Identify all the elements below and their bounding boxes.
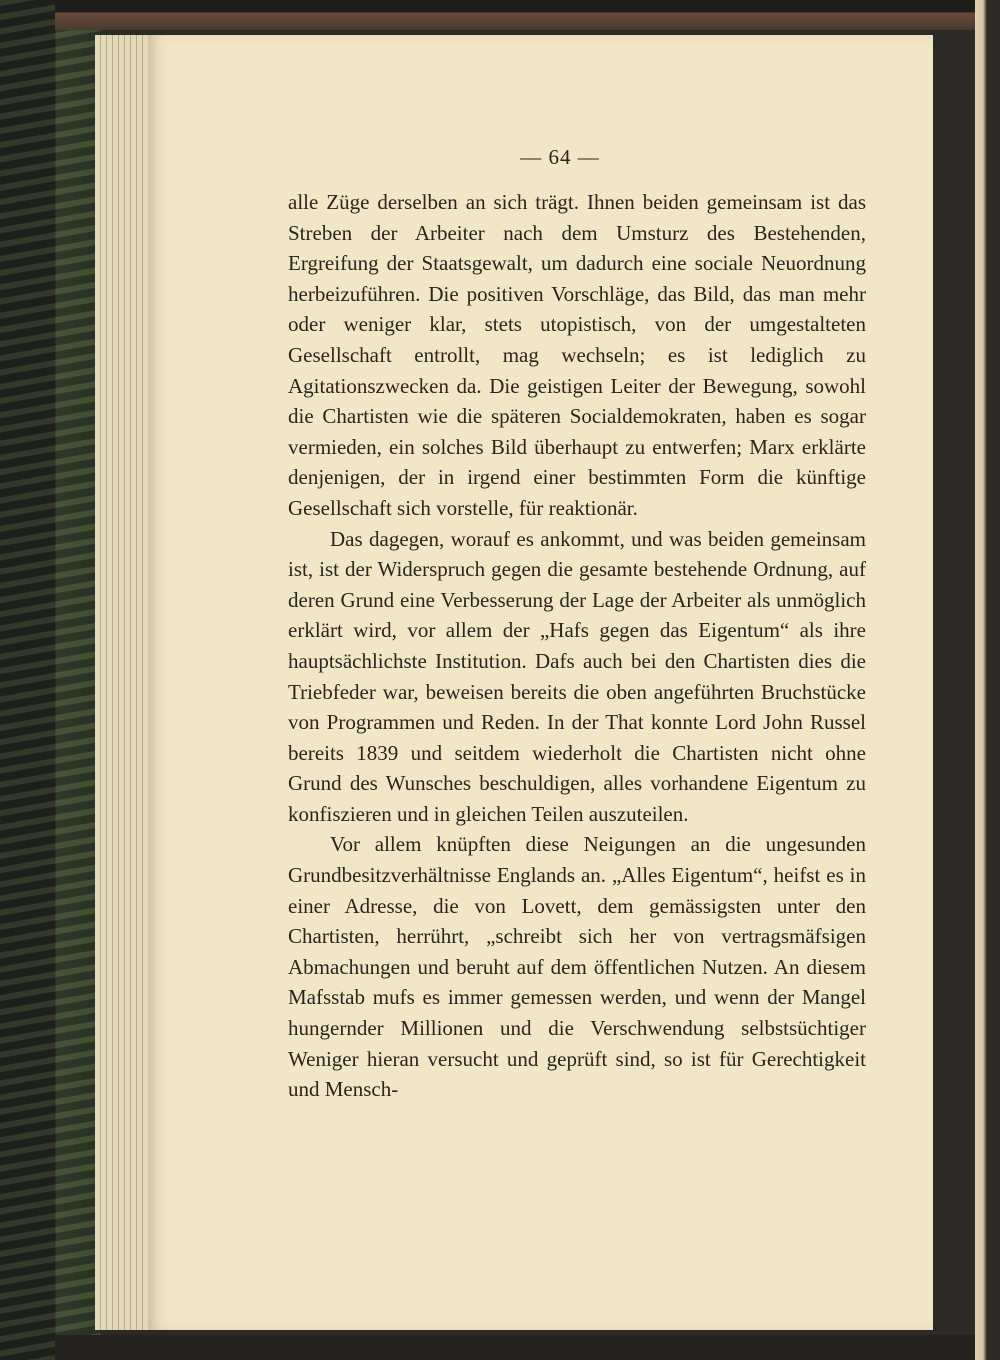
page-number: — 64 — xyxy=(520,145,600,169)
book-page xyxy=(148,35,933,1330)
page-edges xyxy=(95,35,150,1330)
book-cover-top xyxy=(55,0,1000,30)
book-cover-bottom xyxy=(55,1335,1000,1360)
body-text xyxy=(288,187,866,1105)
book-cover-left xyxy=(0,0,100,1360)
paragraph-3: Vor allem knüpften diese Neigungen an die ungesunden Grundbesitzverhältnisse Englands an. „Alles Eigentum“, heifst es in einer Adresse, die von Lovett, dem gemässigsten unter den Chartisten, herrührt, „schreibt sich her von vertragsmäfsigen Abmachungen und beruht auf dem öffentlichen Nutzen. An diesem Mafsstab mufs es immer gemessen werden, und wenn der Mangel hungernder Millionen und die Verschwendung selbstsüchtiger Weniger hieran versucht und geprüft sind, so ist für Gerechtigkeit und Mensch- xyxy=(288,832,866,1102)
paragraph-2: Das dagegen, worauf es ankommt, und was beiden gemeinsam ist, ist der Widerspruch gegen die gesamte bestehende Ordnung, auf deren Grund eine Verbesserung der Lage der Arbeiter als unmöglich erklärt wird, vor allem der „Hafs gegen das Eigentum“ als ihre hauptsächlichste Institution. Dafs auch bei den Chartisten dies die Triebfeder war, beweisen bereits die oben angeführten Bruchstücke von Programmen und Reden. In der That konnte Lord John Russel bereits 1839 und seitdem wiederholt die Chartisten nicht ohne Grund des Wunsches beschuldigen, alles vorhandene Eigentum zu konfiszieren und in gleichen Teilen auszuteilen. xyxy=(288,526,866,826)
paragraph-1: alle Züge derselben an sich trägt. Ihnen beiden gemeinsam ist das Streben der Arbeiter nach dem Umsturz des Bestehenden, Ergreifung der Staatsgewalt, um dadurch eine sociale Neuordnung herbeizuführen. Die positiven Vorschläge, das Bild, das man mehr oder weniger klar, stets utopistisch, von der umgestalteten Gesellschaft entrollt, mag wechseln; es ist lediglich zu Agitationszwecken da. Die geistigen Leiter der Bewegung, sowohl die Chartisten wie die späteren Socialdemokraten, haben es sogar vermieden, ein solches Bild überhaupt zu entwerfen; Marx erklärte denjenigen, der in irgend einer bestimmten Form die künftige Gesellschaft sich vorstelle, für reaktionär. xyxy=(288,190,866,520)
facing-page-edge xyxy=(975,0,1000,1360)
